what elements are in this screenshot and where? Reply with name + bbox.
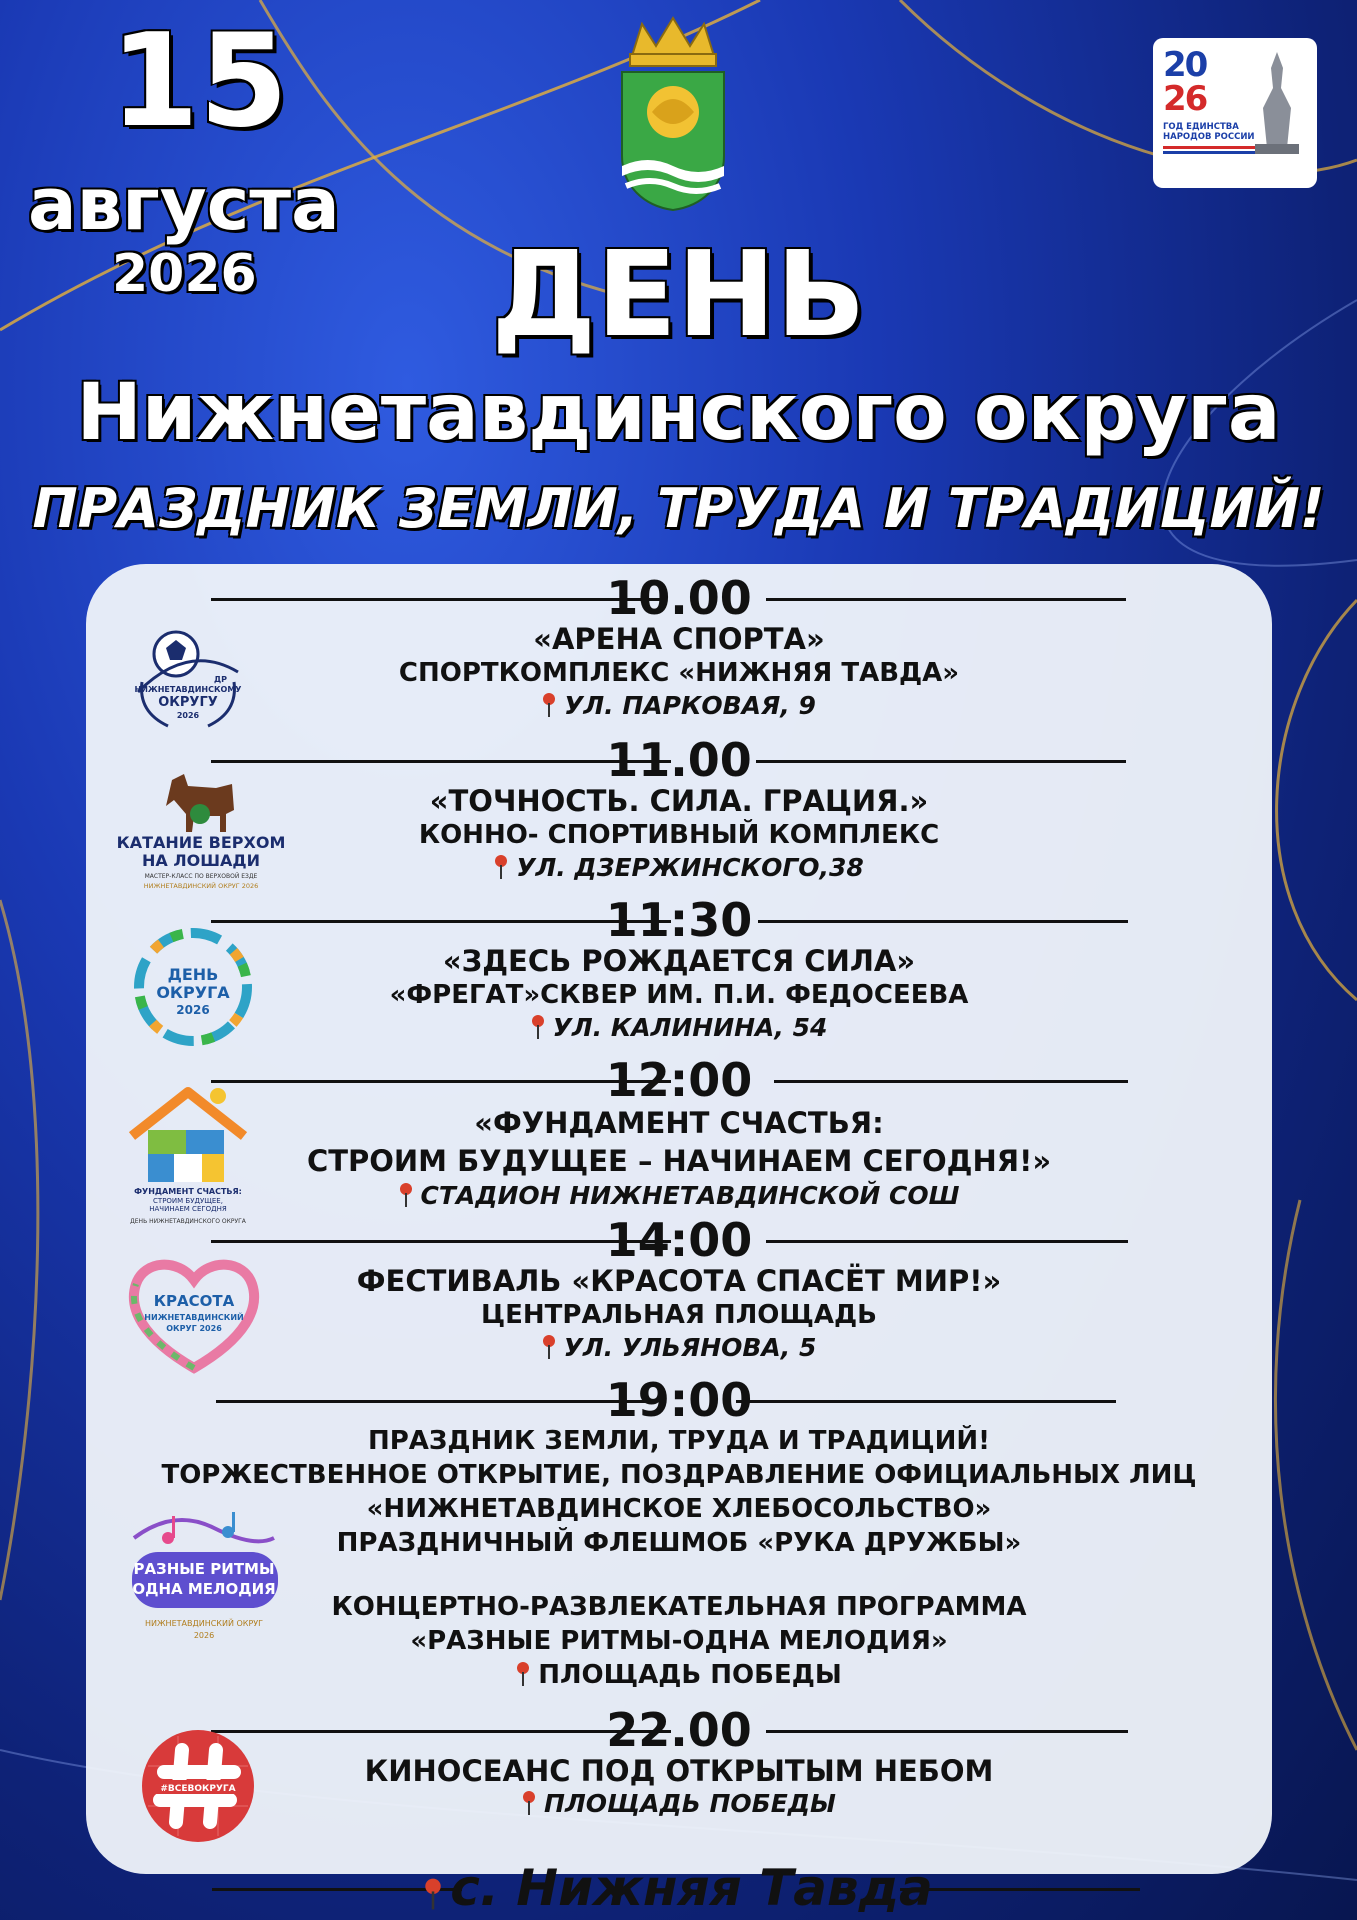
event-place: КОННО- СПОРТИВНЫЙ КОМПЛЕКС (418, 820, 940, 850)
svg-text:НАЧИНАЕМ СЕГОДНЯ: НАЧИНАЕМ СЕГОДНЯ (149, 1205, 227, 1213)
horse-icon (116, 770, 286, 896)
event-item (86, 571, 1272, 722)
svg-text:НИЖНЕТАВДИНСКИЙ: НИЖНЕТАВДИНСКИЙ (144, 1313, 244, 1322)
event-title: КИНОСЕАНС ПОД ОТКРЫТЫМ НЕБОМ (364, 1754, 994, 1788)
coat-of-arms-icon (612, 16, 734, 212)
svg-text:СТРОИМ БУДУЩЕЕ,: СТРОИМ БУДУЩЕЕ, (153, 1197, 223, 1205)
svg-text:#ВСЕВОКРУГА: #ВСЕВОКРУГА (160, 1784, 236, 1794)
event-line: «НИЖНЕТАВДИНСКОЕ ХЛЕБОСОЛЬСТВО» (366, 1494, 992, 1524)
location-pin-icon (424, 1877, 442, 1911)
event-time: 11:30 (605, 893, 753, 947)
svg-text:НИЖНЕТАВДИНСКИЙ ОКРУГ 2026: НИЖНЕТАВДИНСКИЙ ОКРУГ 2026 (143, 882, 259, 890)
soccer-ball-icon (128, 622, 248, 732)
svg-text:ДР: ДР (214, 675, 227, 684)
event-line: «РАЗНЫЕ РИТМЫ-ОДНА МЕЛОДИЯ» (410, 1626, 948, 1656)
svg-text:ДЕНЬ НИЖНЕТАВДИНСКОГО ОКРУГА: ДЕНЬ НИЖНЕТАВДИНСКОГО ОКРУГА (130, 1218, 246, 1225)
sport-figures-icon (130, 924, 256, 1050)
event-address: УЛ. ДЗЕРЖИНСКОГО,38 (86, 852, 1272, 884)
event-title: «ФУНДАМЕНТ СЧАСТЬЯ: (474, 1106, 884, 1140)
svg-text:ОКРУГ 2026: ОКРУГ 2026 (166, 1324, 222, 1333)
svg-text:ОКРУГУ: ОКРУГУ (158, 695, 218, 710)
page-subtitle: Нижнетавдинского округа (76, 368, 1281, 458)
location-pin-icon (542, 1334, 556, 1360)
svg-text:2026: 2026 (193, 1631, 215, 1640)
house-icon (118, 1086, 258, 1226)
floral-heart-icon (122, 1248, 266, 1376)
music-notes-icon (124, 1508, 284, 1648)
hashtag-icon (138, 1726, 258, 1846)
event-time: 22.00 (606, 1703, 752, 1757)
footer (0, 1859, 1357, 1917)
footer-location: с. Нижняя Тавда (0, 1862, 1357, 1914)
location-pin-icon (516, 1661, 530, 1687)
location-pin-icon (531, 1014, 545, 1040)
svg-text:ОКРУГА: ОКРУГА (156, 983, 230, 1002)
year-logo-top: 20 (1163, 45, 1207, 85)
svg-text:КАТАНИЕ ВЕРХОМ: КАТАНИЕ ВЕРХОМ (116, 833, 286, 852)
event-time: 19:00 (605, 1373, 753, 1427)
location-pin-icon (542, 692, 556, 718)
event-address: УЛ. УЛЬЯНОВА, 5 (86, 1332, 1272, 1364)
location-pin-icon (522, 1790, 536, 1816)
date-year: 2026 (112, 244, 257, 304)
event-title: СТРОИМ БУДУЩЕЕ – НАЧИНАЕМ СЕГОДНЯ!» (306, 1144, 1052, 1178)
slogan: ПРАЗДНИК ЗЕМЛИ, ТРУДА И ТРАДИЦИЙ! (32, 477, 1325, 540)
svg-text:НИЖНЕТАВДИНСКИЙ ОКРУГ: НИЖНЕТАВДИНСКИЙ ОКРУГ (144, 1619, 264, 1628)
event-line: КОНЦЕРТНО-РАЗВЛЕКАТЕЛЬНАЯ ПРОГРАММА (331, 1592, 1027, 1622)
location-pin-icon (399, 1182, 413, 1208)
event-place: ЦЕНТРАЛЬНАЯ ПЛОЩАДЬ (481, 1300, 877, 1330)
monument-icon (1247, 48, 1307, 158)
event-place: «ФРЕГАТ»СКВЕР ИМ. П.И. ФЕДОСЕЕВА (389, 980, 969, 1010)
event-title: «ТОЧНОСТЬ. СИЛА. ГРАЦИЯ.» (429, 784, 929, 818)
svg-text:ДЕНЬ: ДЕНЬ (167, 965, 219, 984)
location-pin-icon (494, 854, 508, 880)
svg-text:2026: 2026 (176, 711, 200, 720)
date-month: августа (28, 162, 340, 246)
year-logo-caption: ГОД ЕДИНСТВА НАРОДОВ РОССИИ (1163, 122, 1255, 142)
event-time: 10.00 (606, 571, 752, 625)
svg-text:РАЗНЫЕ РИТМЫ: РАЗНЫЕ РИТМЫ (133, 1560, 275, 1578)
svg-text:НИЖНЕТАВДИНСКОМУ: НИЖНЕТАВДИНСКОМУ (134, 685, 242, 694)
event-title: «АРЕНА СПОРТА» (533, 622, 825, 656)
event-title: «ЗДЕСЬ РОЖДАЕТСЯ СИЛА» (442, 944, 916, 978)
event-address: УЛ. КАЛИНИНА, 54 (86, 1012, 1272, 1044)
event-title: ПРАЗДНИК ЗЕМЛИ, ТРУДА И ТРАДИЦИЙ! (367, 1426, 991, 1456)
svg-text:КРАСОТА: КРАСОТА (153, 1292, 235, 1310)
event-time: 11.00 (606, 733, 752, 787)
year-of-unity-logo (1153, 38, 1317, 188)
event-address: ПЛОЩАДЬ ПОБЕДЫ (86, 1788, 1272, 1820)
event-time: 14:00 (605, 1213, 753, 1267)
event-item (86, 1053, 1272, 1212)
event-title: ФЕСТИВАЛЬ «КРАСОТА СПАСЁТ МИР!» (356, 1264, 1002, 1298)
svg-text:ОДНА МЕЛОДИЯ: ОДНА МЕЛОДИЯ (132, 1580, 276, 1598)
event-item (86, 1703, 1272, 1820)
svg-text:МАСТЕР-КЛАСС ПО ВЕРХОВОЙ ЕЗДЕ: МАСТЕР-КЛАСС ПО ВЕРХОВОЙ ЕЗДЕ (144, 873, 258, 880)
event-line: ПРАЗДНИЧНЫЙ ФЛЕШМОБ «РУКА ДРУЖБЫ» (336, 1528, 1022, 1558)
event-address: УЛ. ПАРКОВАЯ, 9 (86, 690, 1272, 722)
event-address: ПЛОЩАДЬ ПОБЕДЫ (86, 1658, 1272, 1692)
year-logo-bottom: 26 (1163, 79, 1207, 119)
page-title: ДЕНЬ (491, 225, 866, 363)
event-item (86, 893, 1272, 1044)
svg-text:НА ЛОШАДИ: НА ЛОШАДИ (141, 851, 261, 870)
event-line: ТОРЖЕСТВЕННОЕ ОТКРЫТИЕ, ПОЗДРАВЛЕНИЕ ОФИЦИАЛЬНЫХ ЛИЦ (161, 1460, 1197, 1490)
event-time: 12:00 (605, 1053, 753, 1107)
event-address: СТАДИОН НИЖНЕТАВДИНСКОЙ СОШ (86, 1180, 1272, 1212)
date-day: 15 (110, 7, 289, 156)
svg-text:ФУНДАМЕНТ СЧАСТЬЯ:: ФУНДАМЕНТ СЧАСТЬЯ: (134, 1187, 242, 1196)
svg-text:2026: 2026 (176, 1003, 210, 1017)
event-place: СПОРТКОМПЛЕКС «НИЖНЯЯ ТАВДА» (398, 658, 960, 688)
